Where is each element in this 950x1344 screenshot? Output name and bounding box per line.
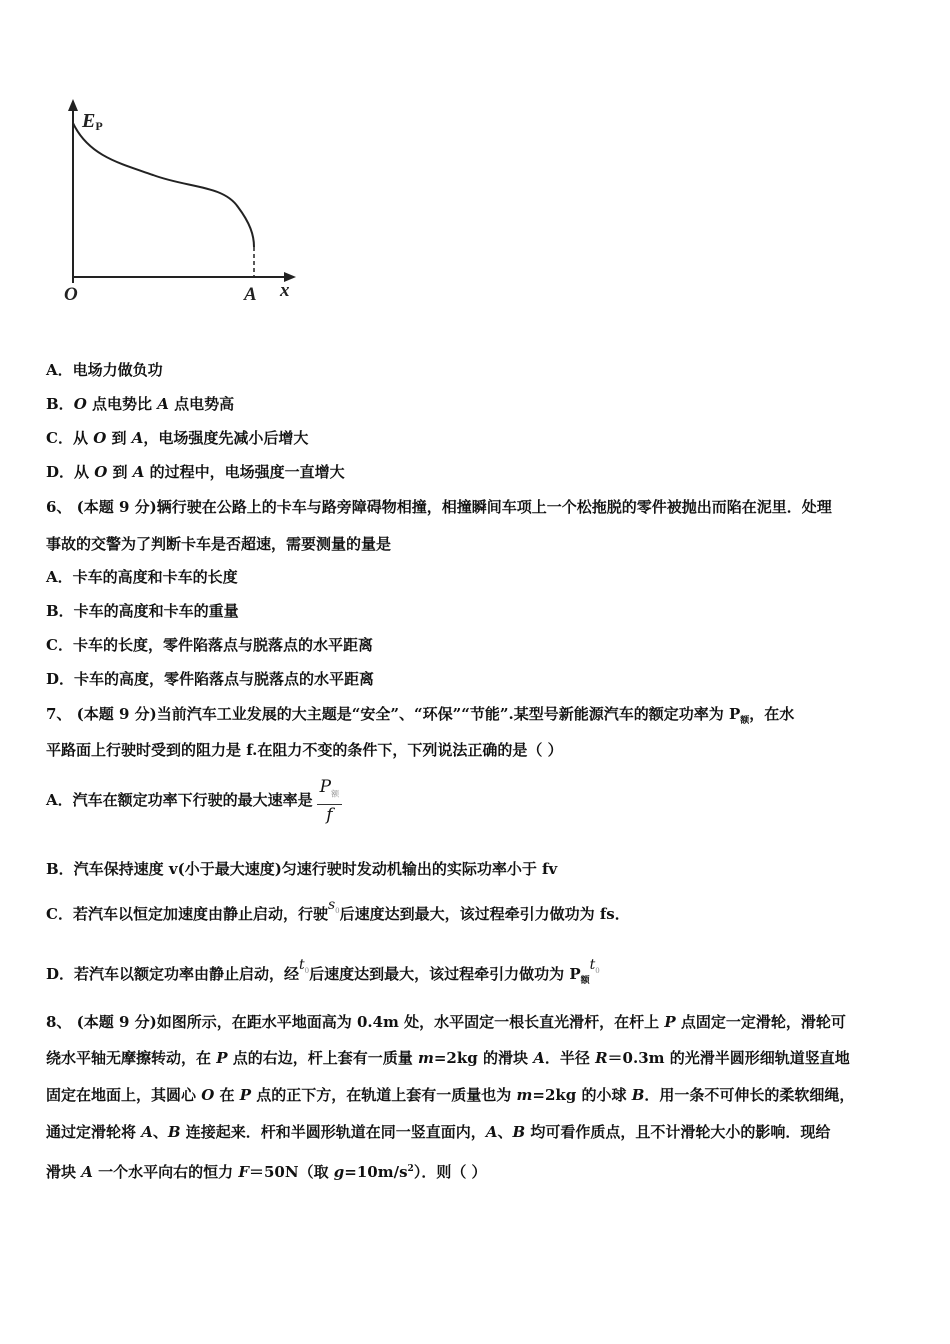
q6-option-b: B．卡车的高度和卡车的重量 [46, 602, 239, 620]
q7-stem-line-2: 平路面上行驶时受到的阻力是 f.在阻力不变的条件下，下列说法正确的是（ ） [46, 741, 563, 759]
q8-stem-line-5: 滑块 A 一个水平向右的恒力 F＝50N（取 $g=10m/s^2$）．则（ ） [46, 1163, 487, 1181]
q7-stem-line-1: 7、 (本题 9 分)当前汽车工业发展的大主题是“安全”、“环保”“节能”.某型号新能源汽车的额定功率为 $P_额$，在水 [46, 705, 795, 726]
q8-stem-line-4: 通过定滑轮将 A、B 连接起来．杆和半圆形轨道在同一竖直面内，A、B 均可看作质点，且不计滑轮大小的影响．现给 [46, 1123, 831, 1141]
q5-option-b: B．O 点电势比 A 点电势高 [46, 395, 235, 413]
s0-symbol: $s_0$ [327, 897, 340, 915]
y-axis-label: EP [82, 110, 103, 133]
q6-stem-line-2: 事故的交警为了判断卡车是否超速，需要测量的量是 [46, 535, 392, 553]
q8-stem-line-2: 绕水平轴无摩擦转动，在 P 点的右边，杆上套有一质量 m=2kg 的滑块 A．半径 R＝0.3m 的光滑半圆形细轨道竖直地 [46, 1049, 850, 1067]
q6-option-c: C．卡车的长度，零件陷落点与脱落点的水平距离 [46, 636, 373, 654]
q5-option-d: D．从 O 到 A 的过程中，电场强度一直增大 [46, 463, 345, 481]
q6-option-a: A．卡车的高度和卡车的长度 [46, 568, 238, 586]
q7-option-c: C．若汽车以恒定加速度由静止启动，行驶$s_0$后速度达到最大，该过程牵引力做功为 fs． [46, 897, 630, 923]
ep-x-graph [58, 95, 308, 310]
origin-label: O [64, 284, 78, 305]
y-axis-arrow [68, 99, 78, 111]
q8-stem-line-3: 固定在地面上，其圆心 O 在 P 点的正下方，在轨道上套有一质量也为 m=2kg 的小球 B．用一条不可伸长的柔软细绳， [46, 1086, 855, 1104]
x-axis-label: x [280, 280, 290, 301]
q6-stem-line-1: 6、 (本题 9 分)辆行驶在公路上的卡车与路旁障碍物相撞，相撞瞬间车项上一个松拖脱的零件被抛出而陷在泥里．处理 [46, 498, 832, 516]
q6-option-d: D．卡车的高度，零件陷落点与脱落点的水平距离 [46, 670, 375, 688]
q7-option-a: A．汽车在额定功率下行驶的最大速率是 $\frac{P_额}{f}$ [46, 775, 342, 825]
q5-option-a: A．电场力做负功 [46, 361, 163, 379]
q7-option-b: B．汽车保持速度 v(小于最大速度)匀速行驶时发动机输出的实际功率小于 fv [46, 860, 558, 878]
max-speed-fraction: $\frac{P_额}{f}$ [317, 778, 342, 824]
q7-option-d: D．若汽车以额定功率由静止启动，经$t_0$后速度达到最大，该过程牵引力做功为 $P_额t_0$ [46, 957, 600, 986]
t0-symbol: $t_0$ [299, 957, 310, 975]
q5-option-c: C．从 O 到 A，电场强度先减小后增大 [46, 429, 309, 447]
point-a-label: A [244, 284, 257, 305]
ep-curve [73, 123, 254, 247]
t0-symbol-2: $t_0$ [589, 957, 600, 975]
q8-stem-line-1: 8、 (本题 9 分)如图所示，在距水平地面高为 0.4m 处，水平固定一根长直光滑杆，在杆上 P 点固定一定滑轮，滑轮可 [46, 1013, 846, 1031]
